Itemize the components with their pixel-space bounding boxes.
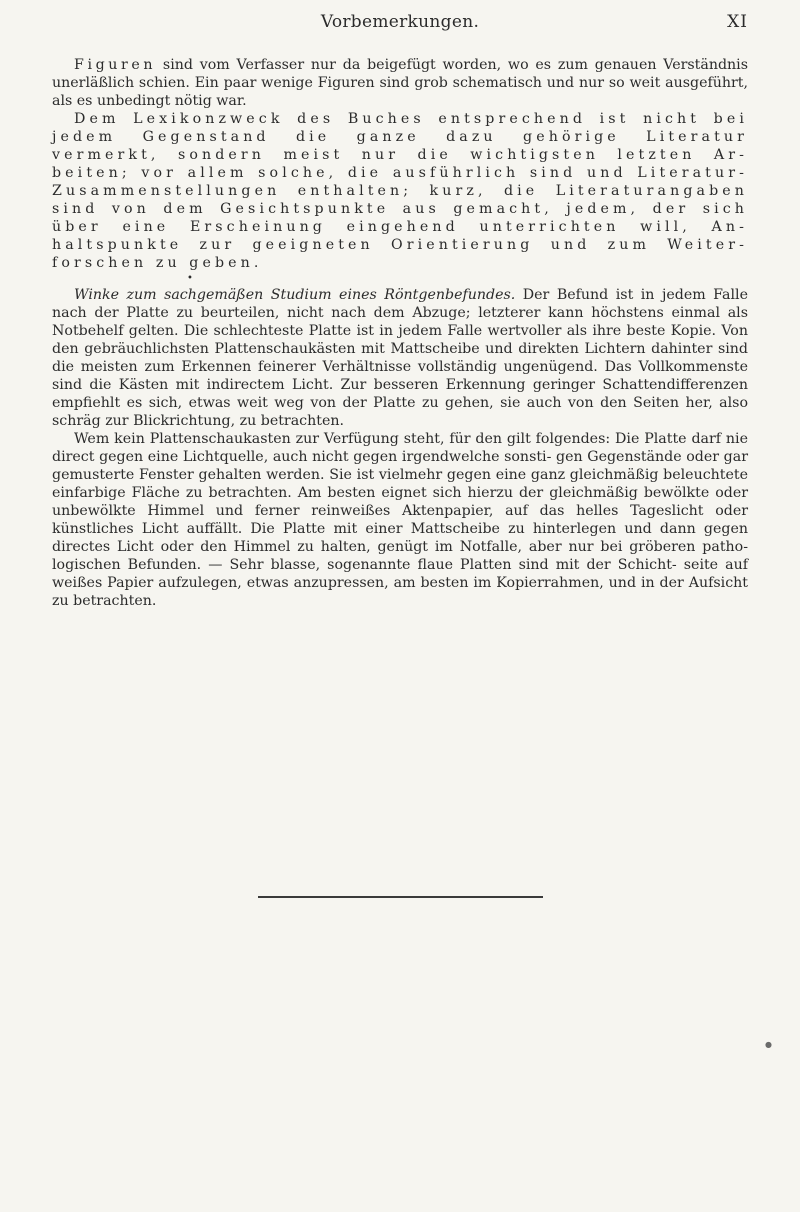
paragraph-figures bbox=[52, 56, 748, 110]
page-number: XI bbox=[727, 12, 748, 32]
paragraph-hints-text: Der Befund ist in jedem Falle nach der Platte zu beurteilen, nicht nach dem Abzuge; letzterer kann höchstens einmal als Notbehelf gelten. Die schlechteste Platte ist in jedem Falle wertvoller als ihre beste Kopie. Von den gebräuchlichsten Plattenschaukästen mit Mattscheibe und direkten Lichtern dahinter sind die meisten zum Erkennen feinerer Verhältnisse vollständig ungenügend. Das Vollkommenste sind die Kästen mit indirectem Licht. Zur besseren Erkennung geringer Schattendifferenzen empfiehlt es sich, etwas weit weg von der Platte zu gehen, sie auch von den Seiten her, also schräg zur Blickrichtung, zu betrachten. bbox=[52, 287, 748, 429]
horizontal-rule bbox=[258, 896, 543, 898]
bullet-mark: • bbox=[187, 273, 193, 284]
spaced-lead-word: Figuren bbox=[74, 57, 157, 73]
running-title: Vorbemerkungen. bbox=[320, 12, 480, 32]
paragraph-figures-text: sind vom Verfasser nur da beigefügt worden, wo es zum genauen Verständnis unerläßlich schien. Ein paar wenige Figuren sind grob schematisch und nur so weit ausgeführt, als es unbedingt nötig war. bbox=[52, 57, 748, 109]
running-header bbox=[52, 12, 748, 38]
paragraph-viewing: Wem kein Plattenschaukasten zur Verfügung steht, für den gilt folgendes: Die Platte darf nie direct gegen eine Lichtquelle, auch nicht gegen irgendwelche sonsti- gen Gegenstände oder gar gemusterte Fenster gehalten werden. Sie ist vielmehr gegen eine ganz gleichmäßig beleuchtete einfarbige Fläche zu betrachten. Am besten eignet sich hierzu der gleichmäßig bewölkte oder unbewölkte Himmel und ferner reinweißes Aktenpapier, auf das helles Tageslicht oder künstliches Licht auffällt. Die Platte mit einer Mattscheibe zu hinterlegen und dann gegen directes Licht oder den Himmel zu halten, genügt im Notfalle, aber nur bei gröberen patho- logischen Befunden. — Sehr blasse, sogenannte flaue Platten sind mit der Schicht- seite auf weißes Papier aufzulegen, etwas anzupressen, am besten im Kopierrahmen, und in der Aufsicht zu betrachten. bbox=[52, 431, 748, 609]
body-text bbox=[52, 56, 748, 610]
section-heading: Winke zum sachgemäßen Studium eines Röntgenbefundes. bbox=[74, 287, 516, 303]
paragraph-literature: Dem Lexikonzweck des Buches entsprechend ist nicht bei jedem Gegenstand die ganze dazu gehörige Literatur vermerkt, sondern meist nur die wichtigsten letzten Ar- beiten; vor allem solche, die ausführlich sind und Literatur-Zusammenstellungen enthalten; kurz, die Literaturangaben sind von dem Gesichtspunkte aus gemacht, jedem, der sich über eine Erscheinung eingehend unterrichten will, An- haltspunkte zur geeigneten Orientierung und zum Weiter- forschen zu geben. bbox=[52, 111, 748, 271]
speck: ● bbox=[765, 1040, 772, 1049]
paragraph-hints bbox=[52, 286, 748, 430]
